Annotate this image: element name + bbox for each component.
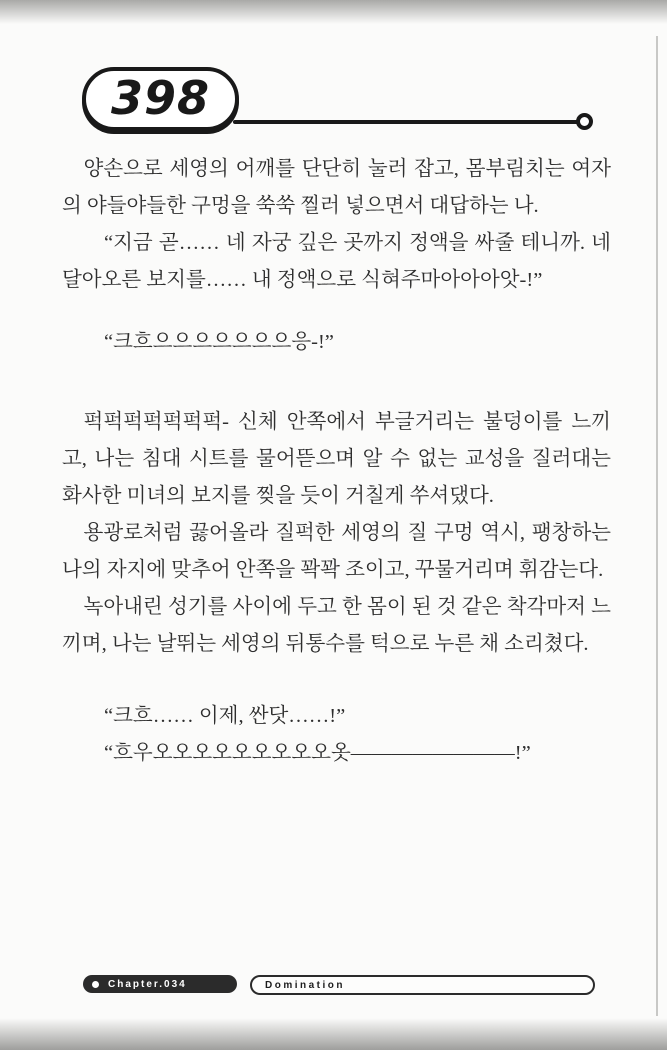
page-number-tab: [82, 67, 239, 131]
chapter-badge: [83, 975, 237, 993]
paragraph-dialogue: “지금 곧…… 네 자궁 깊은 곳까지 정액을 싸줄 테니까. 네 달아오른 보지를…… 내 정액으로 식혀주마아아아앗-!”: [62, 232, 611, 291]
scan-page-edge: [656, 36, 658, 1016]
scan-shadow-bottom: [0, 1018, 667, 1050]
bullet-dot-icon: [92, 981, 99, 988]
paragraph-dialogue: “흐우오오오오오오오오오옷————————!”: [104, 742, 531, 764]
header-rule-end-ring-icon: [576, 113, 593, 130]
chapter-label: Chapter.034: [108, 979, 187, 990]
paragraph-dialogue: “크흐…… 이제, 싼닷……!”: [104, 705, 346, 727]
paragraph-narration: 퍽퍽퍽퍽퍽퍽퍽- 신체 안쪽에서 부글거리는 불덩이를 느끼고, 나는 침대 시트를 물어뜯으며 알 수 없는 교성을 질러대는 화사한 미녀의 보지를 찢을 듯이 거칠게 쑤셔댔다.: [62, 411, 611, 507]
book-title-badge: [250, 975, 595, 995]
scan-shadow-top: [0, 0, 667, 24]
paragraph-narration: 양손으로 세영의 어깨를 단단히 눌러 잡고, 몸부림치는 여자의 야들야들한 구멍을 쑥쑥 찔러 넣으면서 대답하는 나.: [62, 158, 611, 217]
paragraph-scream: “크흐으으으으으으으응-!”: [104, 331, 334, 353]
text-body: [62, 151, 611, 772]
page-footer: [0, 975, 667, 995]
paragraph-narration: 녹아내린 성기를 사이에 두고 한 몸이 된 것 같은 착각마저 느끼며, 나는 날뛰는 세영의 뒤통수를 턱으로 누른 채 소리쳤다.: [62, 596, 611, 655]
header-rule: [233, 120, 579, 124]
paragraph-narration: 용광로처럼 끓어올라 질퍽한 세영의 질 구멍 역시, 팽창하는 나의 자지에 맞추어 안쪽을 꽉꽉 조이고, 꾸물거리며 휘감는다.: [62, 522, 611, 581]
book-title-label: Domination: [265, 980, 345, 991]
page-number: 398: [110, 70, 211, 125]
